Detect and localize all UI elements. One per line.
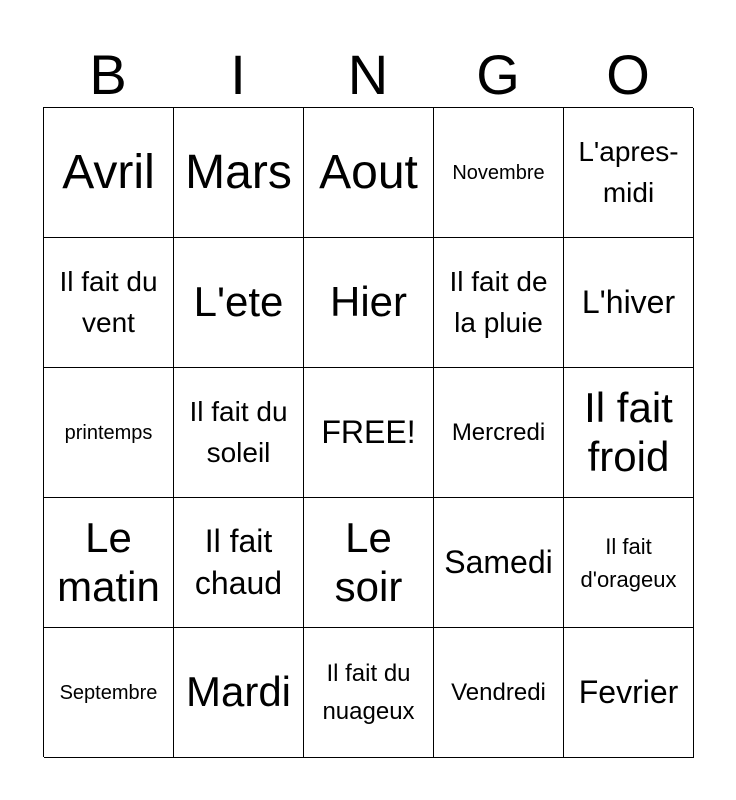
bingo-cell-r3-c3[interactable]: Samedi <box>434 498 564 628</box>
header-letter-o: O <box>606 43 650 106</box>
bingo-cell-r2-c4[interactable]: Il fait froid <box>564 368 694 498</box>
bingo-cell-r4-c0[interactable]: Septembre <box>44 628 174 758</box>
bingo-cell-r2-c3[interactable]: Mercredi <box>434 368 564 498</box>
bingo-cell-r3-c1[interactable]: Il fait chaud <box>174 498 304 628</box>
bingo-cell-r2-c0[interactable]: printemps <box>44 368 174 498</box>
bingo-cell-r3-c0[interactable]: Le matin <box>44 498 174 628</box>
bingo-cell-r1-c1[interactable]: L'ete <box>174 238 304 368</box>
bingo-cell-r0-c3[interactable]: Novembre <box>434 108 564 238</box>
bingo-cell-r4-c3[interactable]: Vendredi <box>434 628 564 758</box>
bingo-cell-r0-c0[interactable]: Avril <box>44 108 174 238</box>
bingo-cell-r0-c2[interactable]: Aout <box>304 108 434 238</box>
bingo-cell-r4-c2[interactable]: Il fait du nuageux <box>304 628 434 758</box>
bingo-cell-r0-c1[interactable]: Mars <box>174 108 304 238</box>
bingo-cell-r3-c2[interactable]: Le soir <box>304 498 434 628</box>
bingo-header <box>43 42 693 108</box>
bingo-cell-r0-c4[interactable]: L'apres-midi <box>564 108 694 238</box>
bingo-cell-r4-c4[interactable]: Fevrier <box>564 628 694 758</box>
bingo-cell-r4-c1[interactable]: Mardi <box>174 628 304 758</box>
header-letter-i: I <box>230 43 246 106</box>
header-letter-n: N <box>347 43 389 106</box>
bingo-cell-r1-c2[interactable]: Hier <box>304 238 434 368</box>
header-letter-g: G <box>476 43 520 106</box>
bingo-cell-r2-c2[interactable]: FREE! <box>304 368 434 498</box>
bingo-cell-r2-c1[interactable]: Il fait du soleil <box>174 368 304 498</box>
bingo-cell-r1-c3[interactable]: Il fait de la pluie <box>434 238 564 368</box>
bingo-board <box>43 107 693 757</box>
bingo-cell-r1-c4[interactable]: L'hiver <box>564 238 694 368</box>
header-letter-b: B <box>89 43 127 106</box>
bingo-cell-r1-c0[interactable]: Il fait du vent <box>44 238 174 368</box>
bingo-cell-r3-c4[interactable]: Il fait d'orageux <box>564 498 694 628</box>
